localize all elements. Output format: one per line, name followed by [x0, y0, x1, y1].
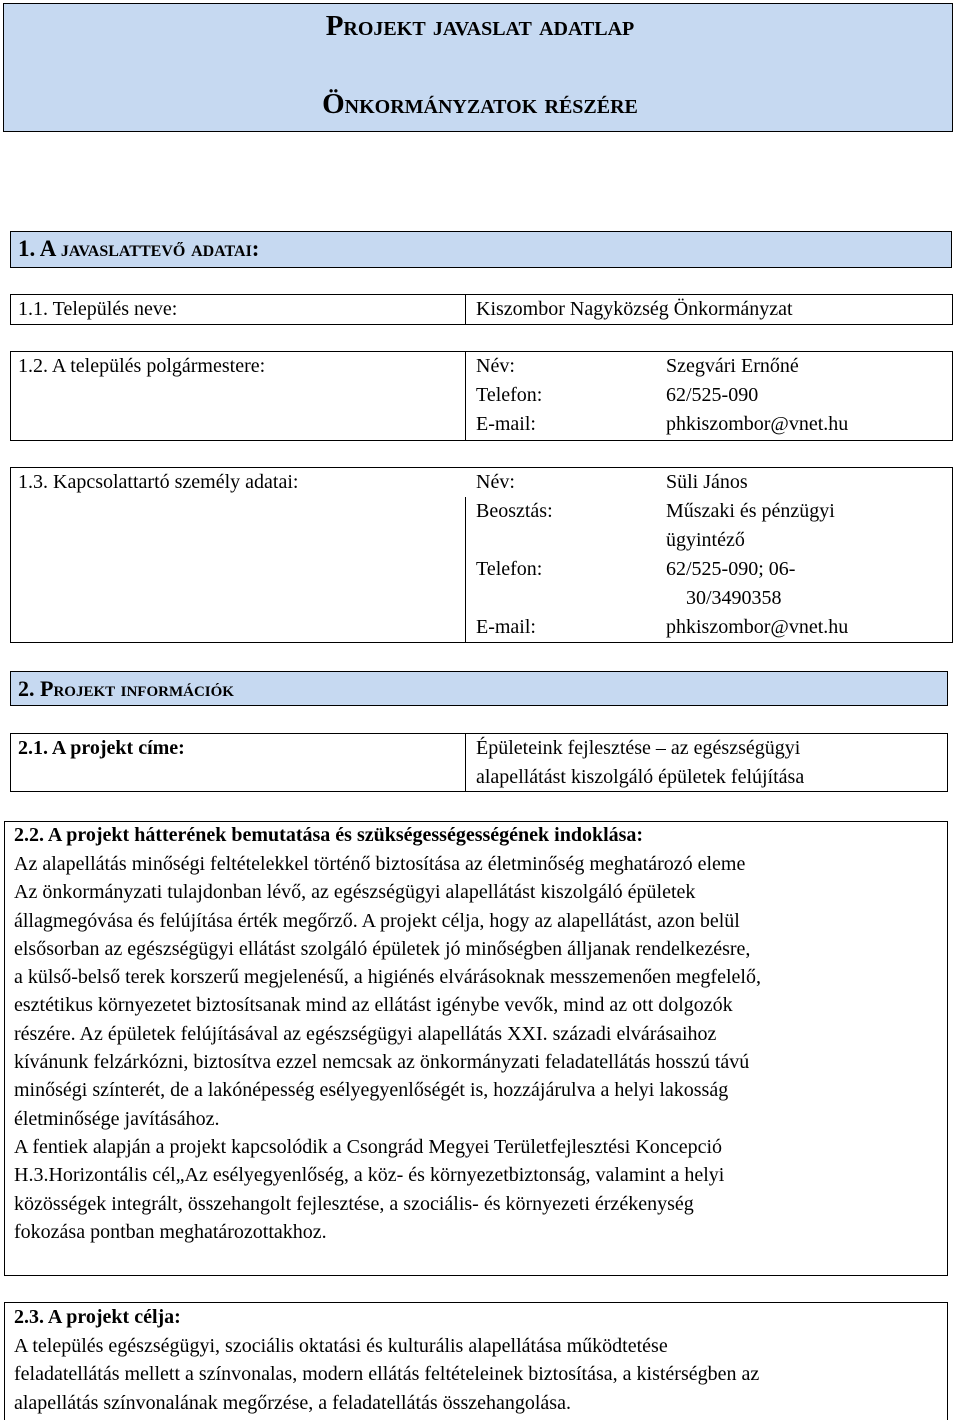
section2-heading: 2. Projekt információk	[18, 676, 234, 701]
background-line: életminősége javításához.	[14, 1107, 220, 1130]
goal-text	[14, 1332, 938, 1417]
section1-heading: 1. A javaslattevő adatai:	[18, 236, 260, 261]
mayor-divider	[465, 351, 466, 441]
mayor-phone-label: Telefon:	[476, 384, 543, 406]
contact-phone-line1: 62/525-090; 06-	[666, 558, 796, 580]
project-title-line1: Épületeink fejlesztése – az egészségügyi	[476, 737, 801, 759]
background-line: állagmegóvása és felújítása érték megőrző. A projekt célja, hogy az alapellátást, azon belül	[14, 909, 740, 932]
background-line: a külső-belső terek korszerű megjelenésű, a higiénés elvárásoknak messzemenően megfelelő,	[14, 966, 761, 989]
background-line: elsősorban az egészségügyi ellátást szolgáló épületek jó minőségben álljanak rendelkezésre,	[14, 937, 751, 960]
background-line: esztétikus környezetet biztosítsanak mind az ellátást igénybe vevők, mind az ott dolgozók	[14, 994, 733, 1017]
contact-name: Süli János	[666, 471, 748, 493]
document-title-line2: Önkormányzatok részére	[322, 88, 638, 120]
contact-divider	[465, 497, 466, 643]
contact-email-label: E-mail:	[476, 616, 536, 638]
goal-line: alapellátás színvonalának megőrzése, a feladatellátás összehangolása.	[14, 1391, 571, 1414]
background-label: 2.2. A projekt hátterének bemutatása és szükségességességének indoklása:	[14, 824, 644, 846]
mayor-label: 1.2. A település polgármestere:	[18, 355, 266, 377]
goal-label: 2.3. A projekt célja:	[14, 1306, 181, 1328]
contact-position-line2: ügyintéző	[666, 529, 745, 551]
background-line: közösségek integrált, összehangolt fejlesztése, a szociális- és környezeti érzékenység	[14, 1192, 694, 1215]
background-line: minőségi színterét, de a lakónépesség esélyegyenlőségét is, hozzájárulva a helyi lakosság	[14, 1079, 729, 1102]
contact-phone-label: Telefon:	[476, 558, 543, 580]
background-line: részére. Az épületek felújításával az egészségügyi alapellátás XXI. századi elvárásaihoz	[14, 1022, 717, 1045]
goal-line: feladatellátás mellett a színvonalas, modern ellátás feltételeinek biztosítása, a kistérségben az	[14, 1363, 760, 1386]
contact-email: phkiszombor@vnet.hu	[666, 616, 849, 638]
contact-position-line1: Műszaki és pénzügyi	[666, 500, 835, 522]
background-line: Az alapellátás minőségi feltételekkel történő biztosítása az életminőség meghatározó eleme	[14, 853, 746, 875]
mayor-phone: 62/525-090	[666, 384, 759, 406]
mayor-name: Szegvári Ernőné	[666, 355, 799, 377]
settlement-value: Kiszombor Nagyközség Önkormányzat	[476, 298, 793, 320]
background-line: Az önkormányzati tulajdonban lévő, az egészségügyi alapellátást kiszolgáló épületek	[14, 881, 696, 904]
mayor-email: phkiszombor@vnet.hu	[666, 413, 849, 435]
contact-phone-line2: 30/3490358	[686, 587, 782, 609]
background-line: kívánunk felzárkózni, biztosítva ezzel nemcsak az önkormányzati feladatellátás hosszú távú	[14, 1051, 750, 1074]
background-text	[14, 850, 938, 1246]
project-title-line2: alapellátást kiszolgáló épületek felújítása	[476, 766, 805, 788]
document-title-line1: Projekt javaslat adatlap	[325, 10, 635, 42]
mayor-email-label: E-mail:	[476, 413, 536, 435]
project-title-divider	[465, 733, 466, 792]
mayor-name-label: Név:	[476, 355, 515, 377]
background-line: A fentiek alapján a projekt kapcsolódik a Csongrád Megyei Területfejlesztési Koncepció	[14, 1135, 722, 1158]
contact-position-label: Beosztás:	[476, 500, 553, 522]
project-title-label: 2.1. A projekt címe:	[18, 737, 185, 759]
settlement-label: 1.1. Település neve:	[18, 298, 178, 320]
contact-name-label: Név:	[476, 471, 515, 493]
contact-label: 1.3. Kapcsolattartó személy adatai:	[18, 471, 299, 493]
background-line: fokozása pontban meghatározottakhoz.	[14, 1220, 327, 1243]
goal-line: A település egészségügyi, szociális oktatási és kulturális alapellátása működtetése	[14, 1335, 668, 1357]
settlement-divider	[465, 294, 466, 325]
background-line: H.3.Horizontális cél„Az esélyegyenlőség, a köz- és környezetbiztonság, valamint a helyi	[14, 1164, 725, 1187]
